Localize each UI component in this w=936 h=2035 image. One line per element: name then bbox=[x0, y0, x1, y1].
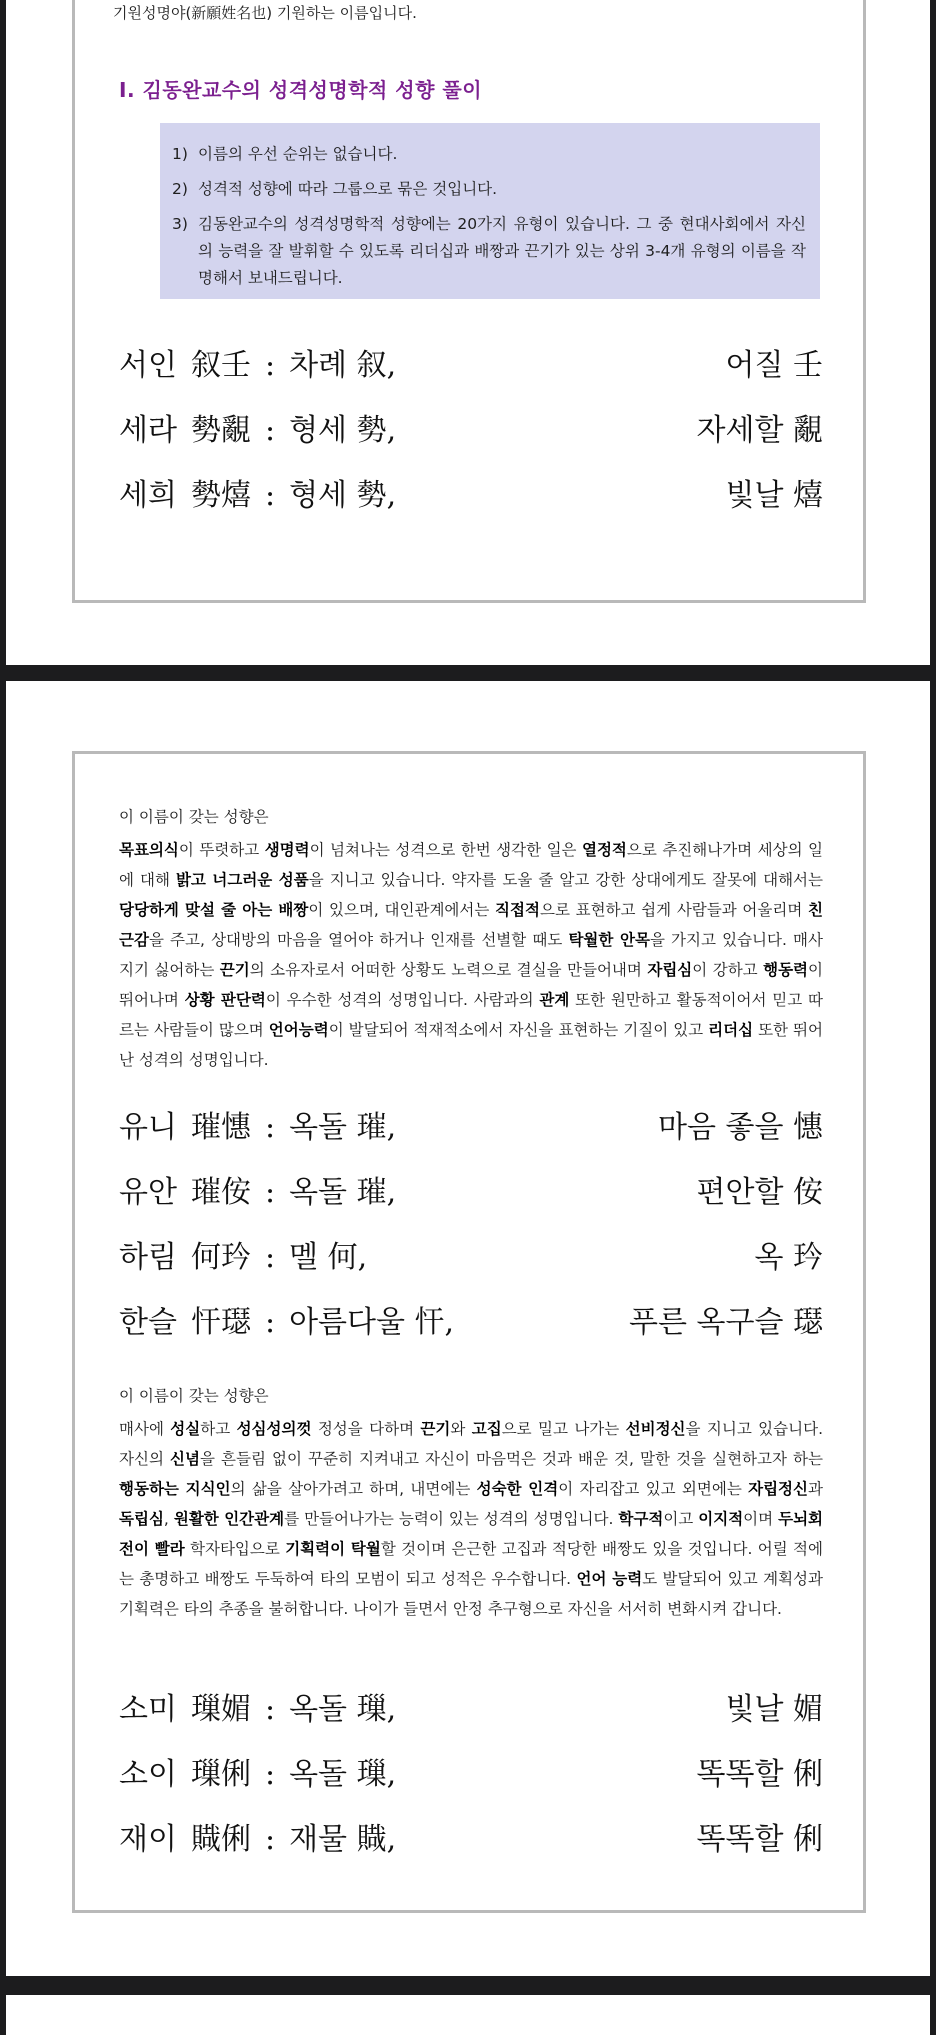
emphasized-text: 성실 bbox=[170, 1420, 201, 1438]
name-entry-left bbox=[119, 1232, 367, 1276]
text-segment: 이며 bbox=[743, 1510, 779, 1528]
separator: : bbox=[264, 1822, 276, 1857]
emphasized-text: 이지적 bbox=[698, 1510, 744, 1528]
korean-name: 소이 bbox=[119, 1757, 177, 1792]
korean-name: 하림 bbox=[119, 1240, 177, 1275]
hanja-name: 璅媚 bbox=[190, 1692, 251, 1727]
note-text: 김동완교수의 성격성명학적 성향에는 20가지 유형이 있습니다. 그 중 현대사회에서 자신의 능력을 잘 발휘할 수 있도록 리더십과 배짱과 끈기가 있는 상위 3-4개 유형의 이름을 작명해서 보내드립니다. bbox=[198, 215, 806, 287]
text-segment: 하고 bbox=[200, 1420, 237, 1438]
korean-name: 세희 bbox=[119, 478, 177, 513]
emphasized-text: 행동하는 지식인 bbox=[119, 1480, 231, 1498]
name-entry-left bbox=[119, 1749, 396, 1793]
name-entry-left bbox=[119, 1297, 454, 1341]
note-item bbox=[172, 211, 806, 292]
hanja-name: 璅俐 bbox=[190, 1757, 251, 1792]
hanja-meaning-1: 멜 何, bbox=[289, 1240, 368, 1275]
hanja-meaning-1: 옥돌 璅, bbox=[289, 1757, 397, 1792]
emphasized-text: 행동력 bbox=[763, 961, 809, 979]
text-segment: 이 뚜렷하고 bbox=[178, 841, 265, 859]
hanja-name: 忓璱 bbox=[190, 1305, 251, 1340]
page-frame bbox=[72, 0, 866, 603]
hanja-meaning-1: 형세 勢, bbox=[289, 413, 397, 448]
text-segment: 또한 원만하고 활동적이어서 믿고 따르는 사람들이 많으며 bbox=[119, 991, 823, 1039]
text-segment: 이 자리잡고 있고 외면에는 bbox=[558, 1480, 749, 1498]
note-item bbox=[172, 141, 806, 168]
emphasized-text: 당당하게 맞설 줄 아는 배짱 bbox=[119, 901, 309, 919]
emphasized-text: 열정적 bbox=[581, 841, 627, 859]
korean-name: 한슬 bbox=[119, 1305, 177, 1340]
intro-text: 기원성명야(新願姓名也) 기원하는 이름입니다. bbox=[113, 4, 417, 22]
note-item bbox=[172, 176, 806, 203]
hanja-meaning-1: 차례 叙, bbox=[289, 348, 397, 383]
text-segment: 을 흔들림 없이 꾸준히 지켜내고 자신이 마음먹은 것과 배운 것, 말한 것을 실현하고자 하는 bbox=[199, 1450, 823, 1468]
emphasized-text: 밝고 너그러운 성품 bbox=[175, 871, 309, 889]
name-list bbox=[119, 1684, 823, 1879]
text-segment: 이 발달되어 적재적소에서 자신을 표현하는 기질이 있고 bbox=[328, 1021, 709, 1039]
separator: : bbox=[264, 348, 276, 383]
text-segment: 을 주고, 상대방의 마음을 열어야 하거나 인재를 선별할 때도 bbox=[148, 931, 569, 949]
name-entry bbox=[119, 1232, 823, 1297]
name-entry bbox=[119, 405, 823, 470]
description-paragraph bbox=[119, 1414, 823, 1624]
hanja-meaning-1: 옥돌 璀, bbox=[289, 1175, 397, 1210]
text-segment: 의 소유자로서 어떠한 상황도 노력으로 결실을 만들어내며 bbox=[249, 961, 648, 979]
text-segment: 이 강하고 bbox=[692, 961, 764, 979]
hanja-meaning-1: 옥돌 璅, bbox=[289, 1692, 397, 1727]
korean-name: 재이 bbox=[119, 1822, 177, 1857]
hanja-meaning-1: 옥돌 璀, bbox=[289, 1110, 397, 1145]
hanja-name: 勢覶 bbox=[190, 413, 251, 448]
document-page-1 bbox=[6, 0, 930, 665]
emphasized-text: 리더십 bbox=[708, 1021, 754, 1039]
note-text: 이름의 우선 순위는 없습니다. bbox=[198, 145, 398, 163]
korean-name: 유니 bbox=[119, 1110, 177, 1145]
name-entry bbox=[119, 1814, 823, 1879]
hanja-name: 璀侒 bbox=[190, 1175, 251, 1210]
hanja-name: 何玪 bbox=[190, 1240, 251, 1275]
name-entry bbox=[119, 470, 823, 535]
hanja-meaning-1: 재물 賳, bbox=[289, 1822, 397, 1857]
name-entry bbox=[119, 1684, 823, 1749]
section-title: Ⅰ. 김동완교수의 성격성명학적 성향 풀이 bbox=[119, 78, 483, 102]
separator: : bbox=[264, 1110, 276, 1145]
text-segment: 을 지니고 있습니다. 약자를 도울 줄 알고 강한 상대에게도 잘못에 대해서는 bbox=[308, 871, 824, 889]
document-page-3 bbox=[6, 1995, 930, 2035]
emphasized-text: 선비정신 bbox=[625, 1420, 686, 1438]
emphasized-text: 직접적 bbox=[495, 901, 540, 919]
separator: : bbox=[264, 1175, 276, 1210]
emphasized-text: 언어능력 bbox=[268, 1021, 329, 1039]
hanja-meaning-2: 편안할 侒 bbox=[696, 1175, 823, 1210]
hanja-meaning-2: 마음 좋을 憓 bbox=[658, 1110, 823, 1145]
text-segment: 과 bbox=[808, 1480, 823, 1498]
emphasized-text: 친근감 bbox=[119, 901, 823, 949]
korean-name: 유안 bbox=[119, 1175, 177, 1210]
emphasized-text: 성심성의껏 bbox=[236, 1420, 312, 1438]
emphasized-text: 탁월한 안목 bbox=[568, 931, 650, 949]
note-number: 3) bbox=[172, 215, 188, 233]
name-entry bbox=[119, 1297, 823, 1362]
emphasized-text: 목표의식 bbox=[119, 841, 179, 859]
emphasized-text: 관계 bbox=[539, 991, 570, 1009]
text-segment: 와 bbox=[450, 1420, 472, 1438]
text-segment: 이 넘쳐나는 성격으로 한번 생각한 일은 bbox=[309, 841, 582, 859]
hanja-meaning-2: 똑똑할 俐 bbox=[696, 1757, 823, 1792]
hanja-meaning-2: 어질 壬 bbox=[725, 348, 823, 383]
text-segment: 또한 뛰어난 성격의 성명입니다. bbox=[119, 1021, 823, 1069]
text-segment: 으로 밀고 나가는 bbox=[501, 1420, 626, 1438]
name-entry bbox=[119, 1167, 823, 1232]
name-entry-left bbox=[119, 1814, 396, 1858]
description-title: 이 이름이 갖는 성향은 bbox=[119, 1387, 269, 1405]
hanja-meaning-2: 푸른 옥구슬 璱 bbox=[629, 1305, 823, 1340]
separator: : bbox=[264, 478, 276, 513]
note-text: 성격적 성향에 따라 그룹으로 묶은 것입니다. bbox=[198, 180, 498, 198]
emphasized-text: 자립정신 bbox=[748, 1480, 809, 1498]
name-entry bbox=[119, 1102, 823, 1167]
separator: : bbox=[264, 413, 276, 448]
name-entry-left bbox=[119, 470, 396, 514]
text-segment: 할 것이며 은근한 고집과 적당한 배짱도 있을 것입니다. 어릴 적에는 총명하고 배짱도 두둑하여 타의 모범이 되고 성적은 우수합니다. bbox=[119, 1540, 823, 1588]
emphasized-text: 성숙한 인격 bbox=[476, 1480, 559, 1498]
emphasized-text: 원활한 인간관계 bbox=[173, 1510, 285, 1528]
korean-name: 세라 bbox=[119, 413, 177, 448]
hanja-meaning-2: 옥 玪 bbox=[754, 1240, 823, 1275]
separator: : bbox=[264, 1240, 276, 1275]
emphasized-text: 끈기 bbox=[219, 961, 250, 979]
text-segment: 을 지니고 있습니다. 자신의 bbox=[119, 1420, 823, 1468]
emphasized-text: 학구적 bbox=[618, 1510, 664, 1528]
page-frame bbox=[72, 751, 866, 1913]
emphasized-text: 상황 판단력 bbox=[184, 991, 266, 1009]
text-segment: 이 우수한 성격의 성명입니다. 사람과의 bbox=[265, 991, 540, 1009]
emphasized-text: 신념 bbox=[170, 1450, 200, 1468]
text-segment: 를 만들어나가는 능력이 있는 성격의 성명입니다. bbox=[284, 1510, 619, 1528]
text-segment: 을 가지고 있습니다. 매사 지기 싫어하는 bbox=[119, 931, 823, 979]
text-segment: 으로 표현하고 쉽게 사람들과 어울리며 bbox=[539, 901, 808, 919]
text-segment: 의 삶을 살아가려고 하며, 내면에는 bbox=[230, 1480, 477, 1498]
text-segment: 이 있으며, 대인관계에서는 bbox=[308, 901, 496, 919]
emphasized-text: 자립심 bbox=[647, 961, 693, 979]
text-segment: 학자타입으로 bbox=[184, 1540, 286, 1558]
emphasized-text: 독립심 bbox=[119, 1510, 164, 1528]
emphasized-text: 두뇌회전이 빨라 bbox=[119, 1510, 824, 1558]
separator: : bbox=[264, 1757, 276, 1792]
hanja-meaning-1: 형세 勢, bbox=[289, 478, 397, 513]
hanja-meaning-2: 빛날 媚 bbox=[725, 1692, 823, 1727]
text-segment: 이고 bbox=[663, 1510, 699, 1528]
korean-name: 소미 bbox=[119, 1692, 177, 1727]
text-segment: 이 뛰어나며 bbox=[119, 961, 824, 1009]
name-list bbox=[119, 1102, 823, 1362]
note-number: 2) bbox=[172, 180, 188, 198]
korean-name: 서인 bbox=[119, 348, 177, 383]
hanja-name: 勢熺 bbox=[190, 478, 251, 513]
text-segment: 으로 추진해나가며 세상의 일에 대해 bbox=[119, 841, 823, 889]
hanja-meaning-2: 자세할 覶 bbox=[696, 413, 823, 448]
name-entry-left bbox=[119, 1167, 396, 1211]
name-entry-left bbox=[119, 405, 396, 449]
separator: : bbox=[264, 1692, 276, 1727]
hanja-name: 叙壬 bbox=[190, 348, 251, 383]
emphasized-text: 고집 bbox=[471, 1420, 502, 1438]
name-entry-left bbox=[119, 1102, 396, 1146]
hanja-meaning-2: 빛날 熺 bbox=[725, 478, 823, 513]
note-box bbox=[160, 123, 820, 299]
description-title: 이 이름이 갖는 성향은 bbox=[119, 808, 269, 826]
text-segment: 매사에 bbox=[119, 1420, 171, 1438]
emphasized-text: 언어 능력 bbox=[576, 1570, 643, 1588]
description-paragraph bbox=[119, 835, 823, 1075]
separator: : bbox=[264, 1305, 276, 1340]
hanja-meaning-2: 똑똑할 俐 bbox=[696, 1822, 823, 1857]
hanja-name: 賳俐 bbox=[190, 1822, 251, 1857]
text-segment: 도 발달되어 있고 계획성과 기획력은 타의 추종을 불허합니다. 나이가 들면서 안정 추구형으로 자신을 서서히 변화시켜 갑니다. bbox=[119, 1570, 823, 1618]
note-number: 1) bbox=[172, 145, 188, 163]
text-segment: 정성을 다하며 bbox=[311, 1420, 421, 1438]
text-segment: , bbox=[163, 1510, 174, 1528]
name-entry bbox=[119, 340, 823, 405]
hanja-meaning-1: 아름다울 忓, bbox=[289, 1305, 455, 1340]
name-entry-left bbox=[119, 340, 396, 384]
name-entry bbox=[119, 1749, 823, 1814]
name-list bbox=[119, 340, 823, 535]
document-page-2 bbox=[6, 681, 930, 1976]
hanja-name: 璀憓 bbox=[190, 1110, 251, 1145]
emphasized-text: 기획력이 탁월 bbox=[285, 1540, 381, 1558]
emphasized-text: 생명력 bbox=[264, 841, 310, 859]
emphasized-text: 끈기 bbox=[420, 1420, 451, 1438]
name-entry-left bbox=[119, 1684, 396, 1728]
